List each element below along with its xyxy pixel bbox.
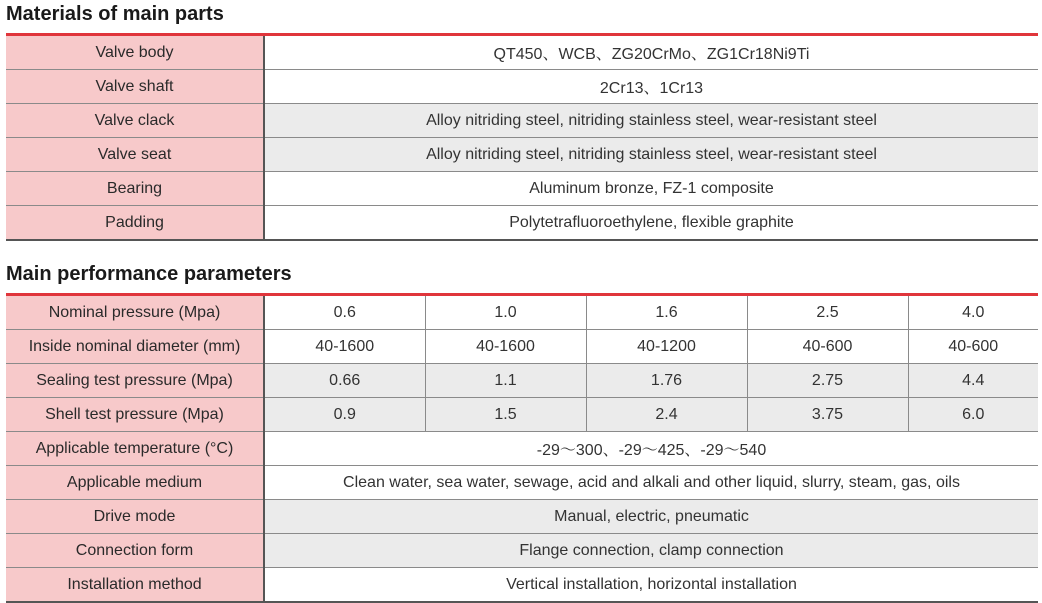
cell-value: 2.75 — [747, 364, 908, 398]
row-label: Valve clack — [6, 104, 264, 138]
row-value: Alloy nitriding steel, nitriding stainless steel, wear-resistant steel — [264, 138, 1038, 172]
row-label: Inside nominal diameter (mm) — [6, 330, 264, 364]
cell-value: 1.76 — [586, 364, 747, 398]
cell-value: 1.6 — [586, 295, 747, 330]
table-row — [6, 138, 1038, 172]
cell-value: 6.0 — [908, 398, 1038, 432]
row-value: Alloy nitriding steel, nitriding stainless steel, wear-resistant steel — [264, 104, 1038, 138]
cell-value: 40-600 — [908, 330, 1038, 364]
row-value: 2Cr13、1Cr13 — [264, 70, 1038, 104]
table-row — [6, 500, 1038, 534]
row-label: Nominal pressure (Mpa) — [6, 295, 264, 330]
cell-value: 40-1200 — [586, 330, 747, 364]
row-value: Flange connection, clamp connection — [264, 534, 1038, 568]
table-row — [6, 172, 1038, 206]
table-row — [6, 104, 1038, 138]
row-label: Installation method — [6, 568, 264, 603]
row-value: Vertical installation, horizontal installation — [264, 568, 1038, 603]
performance-table — [6, 293, 1038, 603]
cell-value: 3.75 — [747, 398, 908, 432]
table-row — [6, 364, 1038, 398]
table-row — [6, 398, 1038, 432]
table-row — [6, 206, 1038, 241]
cell-value: 0.66 — [264, 364, 425, 398]
performance-heading: Main performance parameters — [6, 263, 292, 285]
row-value: Polytetrafluoroethylene, flexible graphite — [264, 206, 1038, 241]
table-row — [6, 534, 1038, 568]
cell-value: 2.5 — [747, 295, 908, 330]
row-label: Valve body — [6, 35, 264, 70]
table-row — [6, 432, 1038, 466]
cell-value: 0.6 — [264, 295, 425, 330]
cell-value: 40-1600 — [264, 330, 425, 364]
cell-value: 40-1600 — [425, 330, 586, 364]
cell-value: 1.5 — [425, 398, 586, 432]
table-row — [6, 568, 1038, 603]
table-row — [6, 35, 1038, 70]
materials-table — [6, 33, 1038, 241]
row-label: Applicable temperature (°C) — [6, 432, 264, 466]
row-value: Aluminum bronze, FZ-1 composite — [264, 172, 1038, 206]
cell-value: 1.1 — [425, 364, 586, 398]
row-label: Valve seat — [6, 138, 264, 172]
row-label: Valve shaft — [6, 70, 264, 104]
row-label: Bearing — [6, 172, 264, 206]
table-row — [6, 330, 1038, 364]
cell-value: 1.0 — [425, 295, 586, 330]
row-label: Padding — [6, 206, 264, 241]
row-value: Manual, electric, pneumatic — [264, 500, 1038, 534]
row-label: Sealing test pressure (Mpa) — [6, 364, 264, 398]
table-row — [6, 295, 1038, 330]
row-label: Drive mode — [6, 500, 264, 534]
table-row — [6, 70, 1038, 104]
cell-value: 40-600 — [747, 330, 908, 364]
cell-value: 2.4 — [586, 398, 747, 432]
cell-value: 4.0 — [908, 295, 1038, 330]
table-row — [6, 466, 1038, 500]
row-label: Shell test pressure (Mpa) — [6, 398, 264, 432]
row-value: -29～300、-29～425、-29～540 — [264, 432, 1038, 466]
cell-value: 4.4 — [908, 364, 1038, 398]
row-label: Applicable medium — [6, 466, 264, 500]
row-label: Connection form — [6, 534, 264, 568]
row-value: QT450、WCB、ZG20CrMo、ZG1Cr18Ni9Ti — [264, 35, 1038, 70]
row-value: Clean water, sea water, sewage, acid and alkali and other liquid, slurry, steam, gas, oils — [264, 466, 1038, 500]
materials-heading: Materials of main parts — [6, 3, 224, 25]
cell-value: 0.9 — [264, 398, 425, 432]
